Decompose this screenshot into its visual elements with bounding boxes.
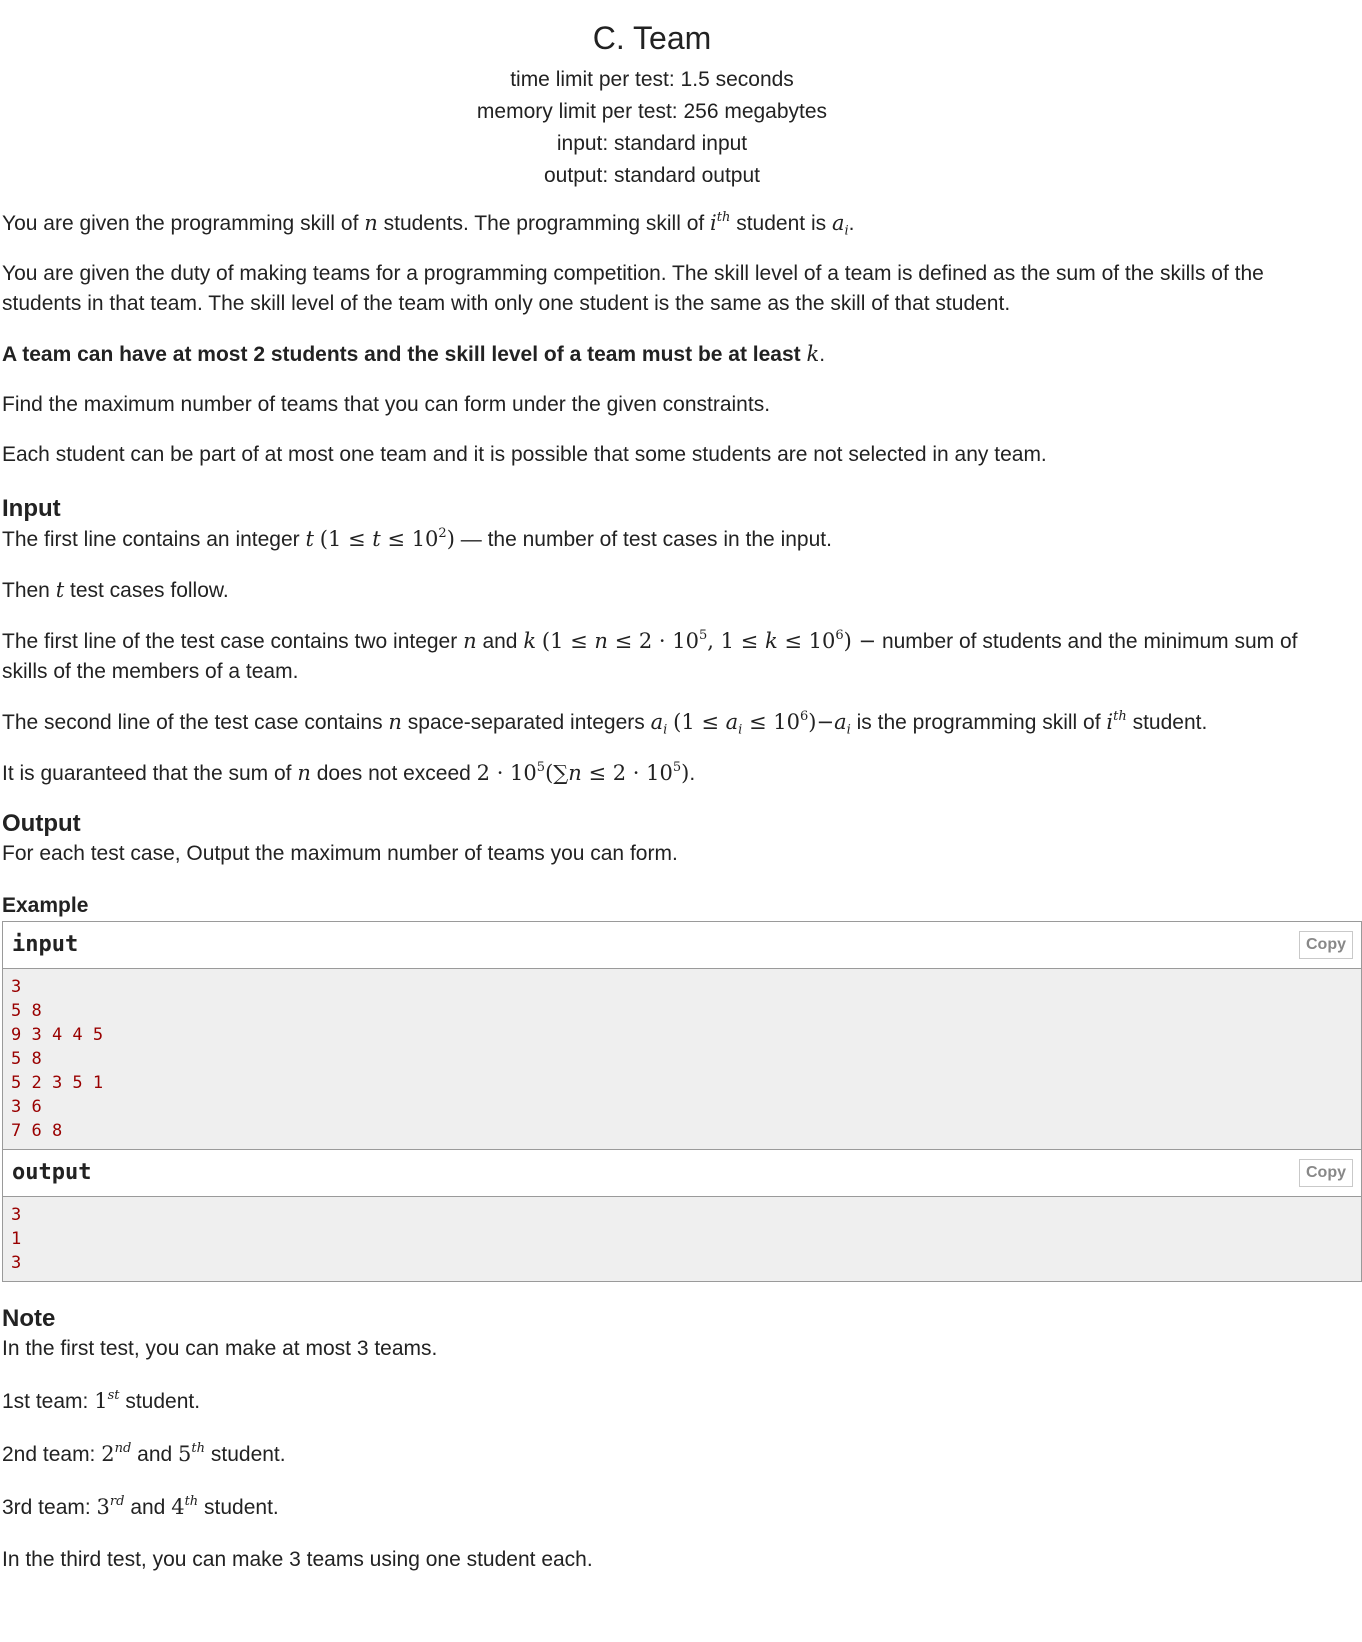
input-line-2: Then t test cases follow. — [2, 578, 229, 602]
example-title: Example — [2, 894, 89, 917]
output-section-title: Output — [2, 810, 81, 837]
copy-output-button[interactable]: Copy — [1299, 1159, 1353, 1187]
input-line-1: The first line contains an integer t $(1 \le t \le 10^2)$ — the number of test cases in the input. — [2, 525, 832, 551]
sample-tests — [2, 921, 1362, 1282]
statement-paragraph-3: A team can have at most 2 students and the skill level of a team must be at least k. — [2, 342, 826, 366]
note-line-1: In the first test, you can make at most 3 teams. — [2, 1337, 438, 1360]
input-line-4: The second line of the test case contains n space-separated integers $a_i$ $(1 \le a_i \le 10^6)-a_i$ is the programming skill of $i^{th}$ student. — [2, 708, 1208, 738]
sample-input-label: input — [12, 932, 79, 957]
note-line-last: In the third test, you can make 3 teams using one student each. — [2, 1548, 593, 1571]
sample-input-header — [3, 922, 1361, 969]
input-file: input: standard input — [556, 132, 748, 155]
input-line-3: The first line of the test case contains two integer n and k ($1 \le n \le 2 \cdot 10^5$, $1 \le k \le 10^6$) − number of students and the minimum sum of skills of the members of a team. — [2, 627, 1298, 683]
statement-paragraph-2: You are given the duty of making teams for a programming competition. The skill level of a team is defined as the sum of the skills of the students in that team. The skill level of the team with only one student is the same as the skill of that student. — [2, 262, 1264, 315]
input-line-5: It is guaranteed that the sum of n does not exceed $2 \cdot 10^5(\sum n \le 2 \cdot 10^5)$. — [2, 759, 696, 785]
note-team-2: 2nd team: 2nd and 5th student. — [2, 1440, 286, 1466]
statement-paragraph-1: You are given the programming skill of n students. The programming skill of $i^{th}$ student is $a_i$. — [2, 209, 855, 239]
problem-header — [2, 0, 1302, 192]
sample-output: 3 1 3 — [3, 1197, 1361, 1281]
statement-paragraph-5: Each student can be part of at most one team and it is possible that some students are not selected in any team. — [2, 443, 1047, 466]
note-team-1: 1st team: 1st student. — [2, 1387, 201, 1413]
note-team-3: 3rd team: 3rd and 4th student. — [2, 1493, 279, 1519]
note-section-title: Note — [2, 1305, 56, 1332]
memory-limit: memory limit per test: 256 megabytes — [476, 100, 828, 123]
sample-output-header — [3, 1150, 1361, 1197]
copy-input-button[interactable]: Copy — [1299, 931, 1353, 959]
output-file: output: standard output — [544, 164, 760, 187]
sample-input: 3 5 8 9 3 4 4 5 5 8 5 2 3 5 1 3 6 7 6 8 — [3, 969, 1361, 1150]
output-line: For each test case, Output the maximum number of teams you can form. — [2, 842, 678, 865]
time-limit: time limit per test: 1.5 seconds — [510, 68, 794, 91]
sample-output-label: output — [12, 1160, 92, 1185]
input-section-title: Input — [2, 495, 61, 522]
statement-paragraph-4: Find the maximum number of teams that you can form under the given constraints. — [2, 393, 771, 416]
problem-title: C. Team — [592, 20, 712, 56]
